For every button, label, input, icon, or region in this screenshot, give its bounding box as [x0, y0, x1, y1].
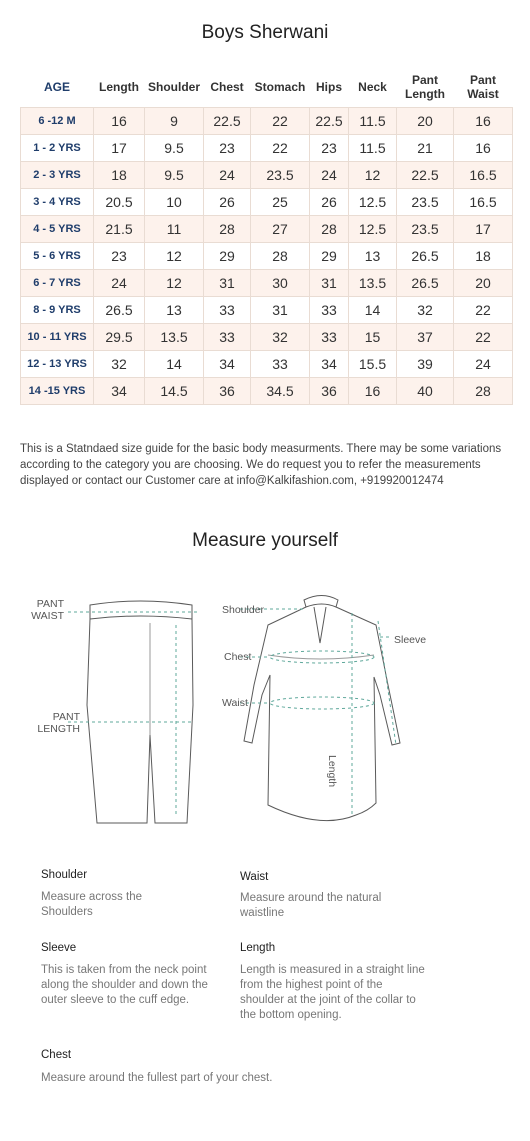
measurement-cell: 22.5: [397, 162, 454, 189]
measurement-cell: 28: [204, 216, 251, 243]
waist-measure-line: [270, 697, 374, 709]
measurement-cell: 39: [397, 351, 454, 378]
measurement-cell: 16: [94, 108, 145, 135]
measurement-cell: 16: [454, 135, 513, 162]
measurement-cell: 27: [251, 216, 310, 243]
measurement-cell: 12.5: [349, 216, 397, 243]
pant-waistband: [90, 601, 192, 619]
age-cell: 10 - 11 YRS: [21, 324, 94, 351]
size-guide-note: This is a Statndaed size guide for the basic body measurments. There may be some variations according to the category you are choosing. We do request you to refer the measurements displayed or contact our Customer care at info@Kalkifashion.com, +919920012474: [20, 443, 502, 487]
table-body: [21, 108, 513, 405]
measurement-cell: 14: [145, 351, 204, 378]
length-text: Length is measured in a straight line from the highest point of the shoulder at the joint of the collar to the bottom opening.: [240, 964, 425, 1021]
waist-text: Measure around the natural waistline: [240, 892, 382, 919]
chest-label: Chest: [224, 651, 252, 663]
shoulder-label: Shoulder: [222, 604, 265, 616]
measurement-cell: 24: [204, 162, 251, 189]
measurement-cell: 13.5: [349, 270, 397, 297]
age-cell: 1 - 2 YRS: [21, 135, 94, 162]
measurement-cell: 22.5: [204, 108, 251, 135]
waist-label: Waist: [222, 697, 248, 709]
age-cell: 3 - 4 YRS: [21, 189, 94, 216]
measurement-cell: 20.5: [94, 189, 145, 216]
measurement-cell: 26.5: [397, 243, 454, 270]
waist-heading: Waist: [240, 871, 269, 883]
header-pant-waist: Pant Waist: [467, 72, 499, 101]
measurement-cell: 15: [349, 324, 397, 351]
measurement-cell: 33: [204, 297, 251, 324]
pant-length-label: PANT LENGTH: [37, 711, 80, 735]
measurement-cell: 34: [94, 378, 145, 405]
table-row: [21, 243, 513, 270]
measurement-cell: 17: [94, 135, 145, 162]
pant-waist-label: PANT WAIST: [31, 598, 64, 622]
measurement-cell: 33: [204, 324, 251, 351]
measurement-cell: 23: [94, 243, 145, 270]
measurement-cell: 26.5: [397, 270, 454, 297]
measurement-cell: 28: [310, 216, 349, 243]
measurement-cell: 26: [310, 189, 349, 216]
measurement-cell: 16.5: [454, 162, 513, 189]
measurement-cell: 9.5: [145, 135, 204, 162]
measurement-cell: 23: [310, 135, 349, 162]
measurement-cell: 33: [310, 297, 349, 324]
measurement-cell: 9: [145, 108, 204, 135]
pant-outline: [87, 619, 193, 823]
measurement-cell: 16: [349, 378, 397, 405]
measurement-cell: 28: [251, 243, 310, 270]
header-age: AGE: [43, 79, 70, 94]
measurement-cell: 29.5: [94, 324, 145, 351]
measurement-cell: 23: [204, 135, 251, 162]
table-header-row: [21, 66, 513, 108]
table-row: [21, 216, 513, 243]
table-row: [21, 297, 513, 324]
sleeve-text: This is taken from the neck point along the shoulder and down the outer sleeve to the cuff edge.: [41, 964, 208, 1006]
measurement-cell: 30: [251, 270, 310, 297]
measurement-cell: 14: [349, 297, 397, 324]
sleeve-heading: Sleeve: [41, 942, 77, 954]
measurement-cell: 33: [310, 324, 349, 351]
header-length: Length: [99, 79, 139, 94]
measurement-cell: 28: [454, 378, 513, 405]
measurement-cell: 21: [397, 135, 454, 162]
measurement-cell: 13.5: [145, 324, 204, 351]
measurement-cell: 21.5: [94, 216, 145, 243]
measurement-cell: 11.5: [349, 108, 397, 135]
sleeve-label: Sleeve: [394, 634, 427, 646]
age-cell: 6 -12 M: [21, 108, 94, 135]
measurement-cell: 26: [204, 189, 251, 216]
measurement-cell: 12: [145, 243, 204, 270]
measurement-cell: 24: [310, 162, 349, 189]
measurement-cell: 31: [204, 270, 251, 297]
measurement-cell: 22: [454, 297, 513, 324]
length-label: Length: [326, 755, 338, 788]
measurement-cell: 26.5: [94, 297, 145, 324]
table-row: [21, 135, 513, 162]
measurement-cell: 36: [204, 378, 251, 405]
measurement-cell: 34: [204, 351, 251, 378]
measurement-cell: 36: [310, 378, 349, 405]
measurement-cell: 22: [251, 108, 310, 135]
age-cell: 12 - 13 YRS: [21, 351, 94, 378]
measurement-cell: 13: [349, 243, 397, 270]
measurement-cell: 24: [94, 270, 145, 297]
measurement-cell: 18: [454, 243, 513, 270]
age-cell: 4 - 5 YRS: [21, 216, 94, 243]
shoulder-text: Measure across the Shoulders: [41, 891, 142, 918]
measurement-cell: 20: [397, 108, 454, 135]
measurement-cell: 32: [397, 297, 454, 324]
measurement-cell: 11: [145, 216, 204, 243]
header-hips: Hips: [315, 79, 342, 94]
header-pant-length: Pant Length: [405, 72, 445, 101]
length-heading: Length: [240, 942, 276, 954]
measurement-cell: 15.5: [349, 351, 397, 378]
header-chest: Chest: [210, 79, 244, 94]
table-row: [21, 162, 513, 189]
size-chart-table: [20, 66, 513, 405]
measurement-cell: 16.5: [454, 189, 513, 216]
measurement-cell: 12: [145, 270, 204, 297]
measurement-cell: 31: [251, 297, 310, 324]
measurement-cell: 20: [454, 270, 513, 297]
header-shoulder: Shoulder: [147, 79, 200, 94]
table-row: [21, 351, 513, 378]
measurement-cell: 17: [454, 216, 513, 243]
measurement-cell: 16: [454, 108, 513, 135]
measurement-diagram: [0, 585, 530, 845]
measurement-cell: 22: [251, 135, 310, 162]
measurement-cell: 12.5: [349, 189, 397, 216]
table-row: [21, 270, 513, 297]
measurement-cell: 14.5: [145, 378, 204, 405]
measurement-cell: 23.5: [251, 162, 310, 189]
sherwani-body: [244, 607, 400, 821]
age-cell: 5 - 6 YRS: [21, 243, 94, 270]
measurement-cell: 24: [454, 351, 513, 378]
chest-heading: Chest: [41, 1049, 72, 1061]
measurement-cell: 11.5: [349, 135, 397, 162]
measurement-cell: 29: [204, 243, 251, 270]
measurement-cell: 10: [145, 189, 204, 216]
page-title: Boys Sherwani: [201, 22, 329, 43]
measurement-cell: 22: [454, 324, 513, 351]
measurement-cell: 34: [310, 351, 349, 378]
measurement-cell: 25: [251, 189, 310, 216]
measurement-cell: 37: [397, 324, 454, 351]
measure-yourself-title: Measure yourself: [192, 530, 338, 551]
age-cell: 2 - 3 YRS: [21, 162, 94, 189]
measurement-cell: 33: [251, 351, 310, 378]
measurement-cell: 23.5: [397, 216, 454, 243]
age-cell: 14 -15 YRS: [21, 378, 94, 405]
table-row: [21, 189, 513, 216]
table-row: [21, 378, 513, 405]
measurement-cell: 34.5: [251, 378, 310, 405]
measurement-cell: 22.5: [310, 108, 349, 135]
sherwani-collar: [304, 596, 338, 608]
age-cell: 8 - 9 YRS: [21, 297, 94, 324]
table-row: [21, 324, 513, 351]
measurement-cell: 12: [349, 162, 397, 189]
measurement-cell: 13: [145, 297, 204, 324]
shoulder-heading: Shoulder: [41, 869, 88, 881]
measurement-cell: 23.5: [397, 189, 454, 216]
table-row: [21, 108, 513, 135]
chest-text: Measure around the fullest part of your chest.: [41, 1072, 273, 1084]
header-stomach: Stomach: [254, 79, 306, 94]
measurement-cell: 31: [310, 270, 349, 297]
measurement-cell: 40: [397, 378, 454, 405]
age-cell: 6 - 7 YRS: [21, 270, 94, 297]
measurement-cell: 18: [94, 162, 145, 189]
measurement-cell: 32: [94, 351, 145, 378]
header-neck: Neck: [358, 79, 387, 94]
measurement-cell: 32: [251, 324, 310, 351]
measurement-cell: 9.5: [145, 162, 204, 189]
measurement-cell: 29: [310, 243, 349, 270]
